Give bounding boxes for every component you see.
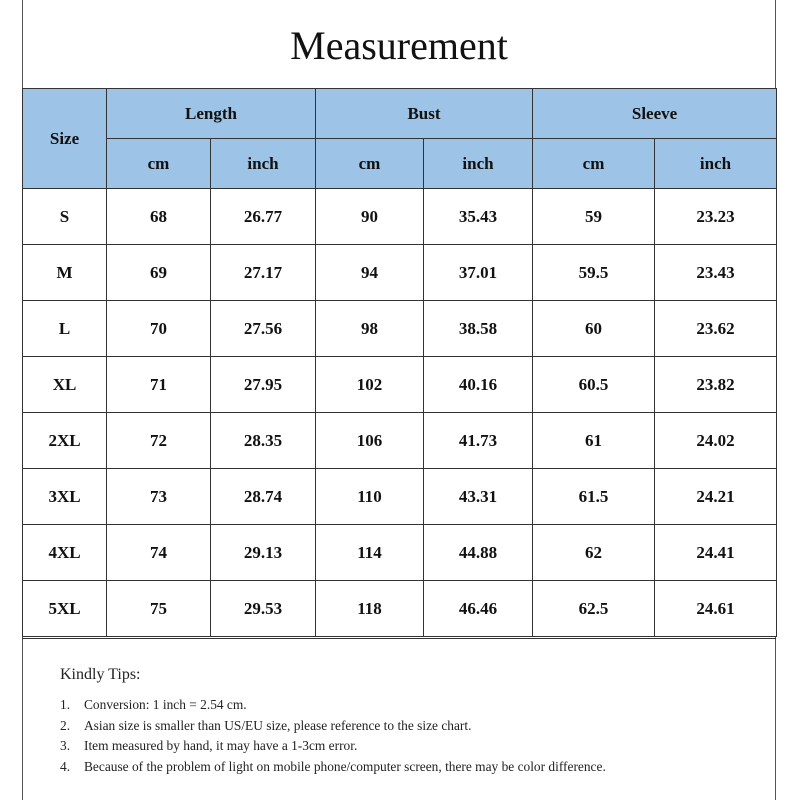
tip-item [60,695,660,716]
table-row [23,469,777,525]
measurement-cell: 24.41 [655,525,777,581]
tip-number: 1. [60,697,71,712]
measurement-cell: 62 [533,525,655,581]
measurement-cell: 43.31 [424,469,533,525]
unit-header: cm [533,139,655,189]
table-row [23,525,777,581]
table-row [23,357,777,413]
measurement-cell: 23.82 [655,357,777,413]
table-row [23,245,777,301]
measurement-cell: 23.23 [655,189,777,245]
measurement-cell: 59 [533,189,655,245]
tip-number: 2. [60,717,71,733]
measurement-cell: 27.17 [211,245,316,301]
size-chart-table [22,88,777,637]
measurement-cell: 74 [107,525,211,581]
measurement-cell: 60.5 [533,357,655,413]
measurement-cell: 26.77 [211,189,316,245]
tips-title: Kindly Tips: [60,666,141,683]
measurement-cell: 94 [316,245,424,301]
table-row [23,301,777,357]
measurement-cell: 98 [316,301,424,357]
table-row [23,189,777,245]
measurement-cell: 44.88 [424,525,533,581]
group-header-length: Length [107,89,316,139]
measurement-cell: 35.43 [424,189,533,245]
size-header: Size [23,89,107,189]
tip-number: 4. [60,758,71,774]
measurement-cell: 73 [107,469,211,525]
size-cell: XL [23,357,107,413]
unit-header: inch [211,139,316,189]
size-cell: 3XL [23,469,107,525]
group-header-sleeve: Sleeve [533,89,777,139]
measurement-cell: 75 [107,581,211,637]
measurement-cell: 23.43 [655,245,777,301]
tip-item [60,757,660,778]
measurement-cell: 29.53 [211,581,316,637]
measurement-cell: 24.61 [655,581,777,637]
tips-list [60,695,660,777]
measurement-cell: 27.95 [211,357,316,413]
measurement-cell: 62.5 [533,581,655,637]
group-header-bust: Bust [316,89,533,139]
table-body [23,189,777,637]
unit-header: cm [316,139,424,189]
measurement-cell: 59.5 [533,245,655,301]
measurement-cell: 24.02 [655,413,777,469]
unit-header: inch [424,139,533,189]
measurement-cell: 28.74 [211,469,316,525]
measurement-cell: 46.46 [424,581,533,637]
measurement-cell: 114 [316,525,424,581]
table-row [23,581,777,637]
measurement-cell: 37.01 [424,245,533,301]
measurement-cell: 72 [107,413,211,469]
size-cell: 4XL [23,525,107,581]
measurement-cell: 118 [316,581,424,637]
measurement-cell: 106 [316,413,424,469]
tip-text: Because of the problem of light on mobile phone/computer screen, there may be color difference. [84,758,606,774]
measurement-cell: 61 [533,413,655,469]
tip-text: Asian size is smaller than US/EU size, please reference to the size chart. [84,717,472,733]
page-title: Measurement [290,23,508,68]
measurement-cell: 60 [533,301,655,357]
measurement-cell: 110 [316,469,424,525]
tip-number: 3. [60,738,71,753]
measurement-cell: 71 [107,357,211,413]
tips-section [22,638,776,800]
table-row [23,413,777,469]
measurement-cell: 24.21 [655,469,777,525]
measurement-cell: 90 [316,189,424,245]
measurement-cell: 38.58 [424,301,533,357]
tip-item [60,736,660,757]
measurement-cell: 68 [107,189,211,245]
unit-header: inch [655,139,777,189]
measurement-cell: 70 [107,301,211,357]
unit-header: cm [107,139,211,189]
size-cell: S [23,189,107,245]
measurement-cell: 41.73 [424,413,533,469]
measurement-cell: 23.62 [655,301,777,357]
measurement-cell: 102 [316,357,424,413]
size-cell: M [23,245,107,301]
measurement-cell: 27.56 [211,301,316,357]
size-cell: 2XL [23,413,107,469]
size-cell: 5XL [23,581,107,637]
tip-text: Conversion: 1 inch = 2.54 cm. [84,697,247,712]
measurement-cell: 69 [107,245,211,301]
measurement-cell: 29.13 [211,525,316,581]
size-cell: L [23,301,107,357]
tip-text: Item measured by hand, it may have a 1-3cm error. [84,738,358,753]
measurement-cell: 40.16 [424,357,533,413]
tip-item [60,716,660,737]
measurement-cell: 61.5 [533,469,655,525]
measurement-cell: 28.35 [211,413,316,469]
